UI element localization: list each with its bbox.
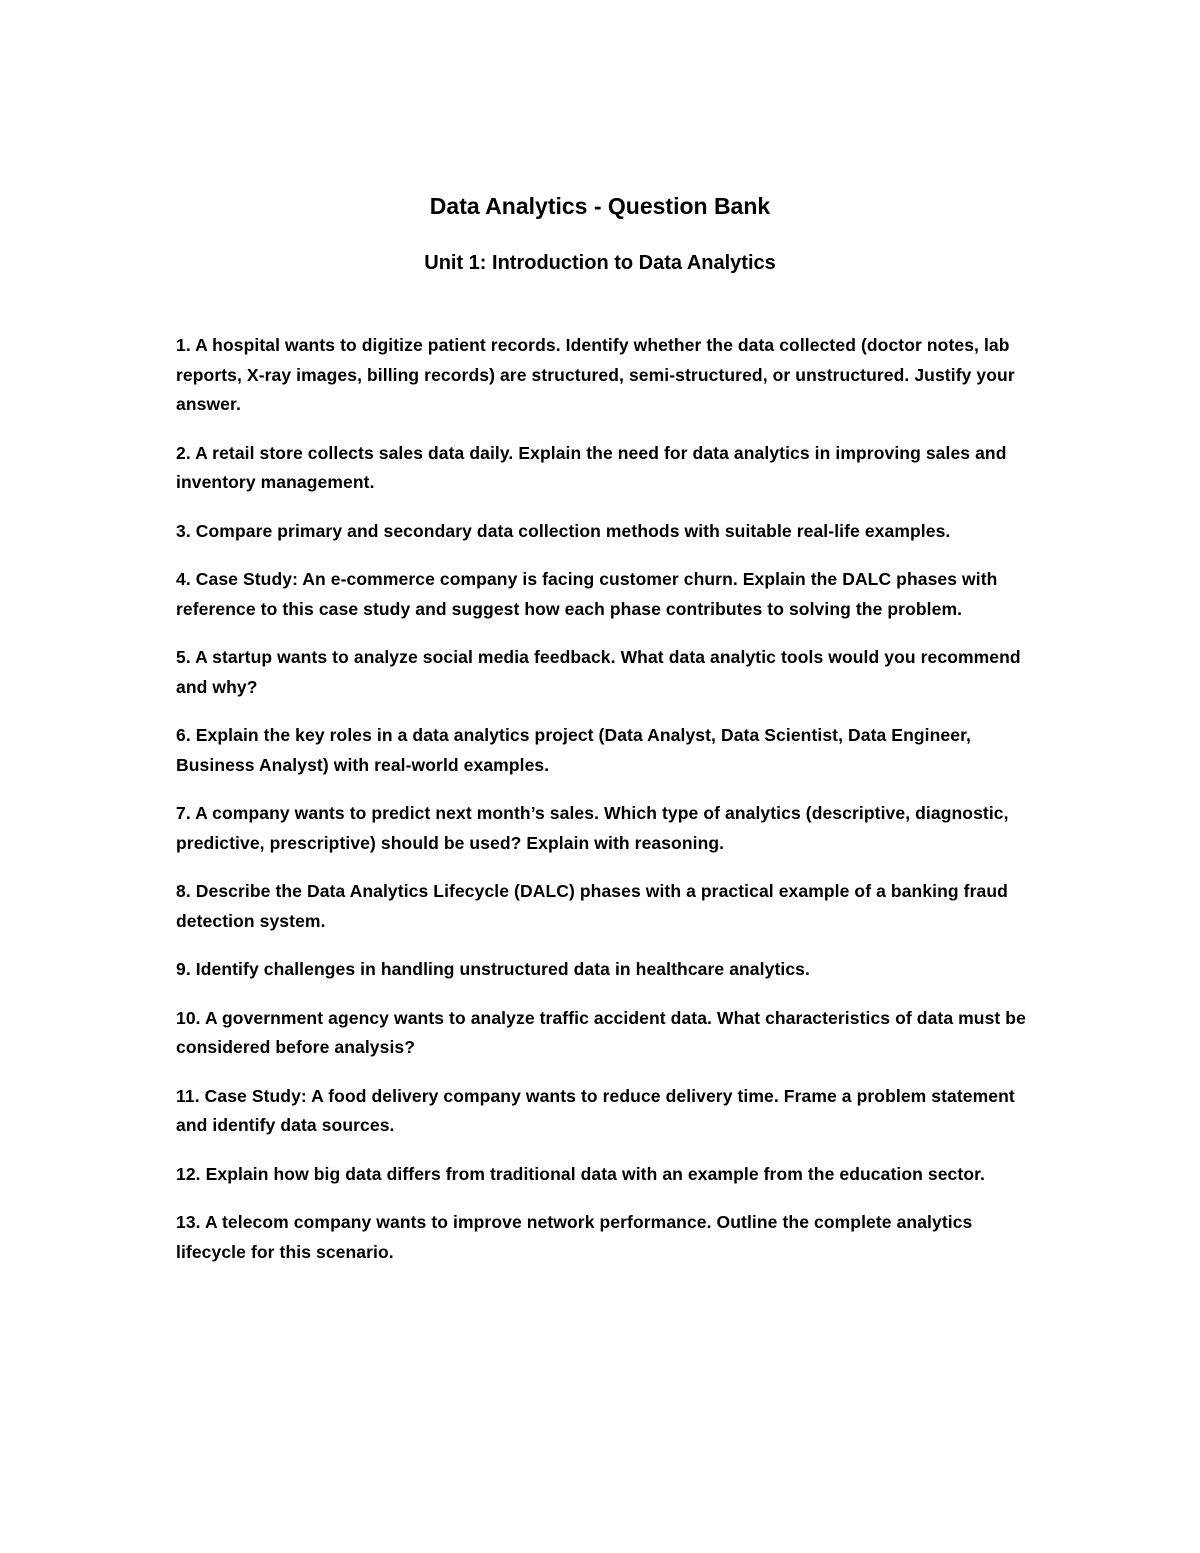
question-item: 9. Identify challenges in handling unstructured data in healthcare analytics. bbox=[176, 959, 810, 979]
question-item: 11. Case Study: A food delivery company wants to reduce delivery time. Frame a problem statement and identify data sources. bbox=[176, 1085, 1015, 1135]
question-item: 6. Explain the key roles in a data analytics project (Data Analyst, Data Scientist, Data Engineer, Business Analyst) with real-world examples. bbox=[176, 725, 971, 775]
question-item: 4. Case Study: An e-commerce company is facing customer churn. Explain the DALC phases with reference to this case study and suggest how each phase contributes to solving the problem. bbox=[176, 569, 998, 619]
question-item: 1. A hospital wants to digitize patient records. Identify whether the data collected (doctor notes, lab reports, X-ray images, billing records) are structured, semi-structured, or unstructured. Justify your answer. bbox=[176, 335, 1015, 414]
unit-heading: Unit 1: Introduction to Data Analytics bbox=[424, 252, 776, 274]
question-item: 12. Explain how big data differs from traditional data with an example from the education sector. bbox=[176, 1163, 986, 1184]
question-item: 2. A retail store collects sales data daily. Explain the need for data analytics in improving sales and inventory management. bbox=[176, 442, 1007, 492]
document-title: Data Analytics - Question Bank bbox=[429, 193, 771, 219]
question-item: 8. Describe the Data Analytics Lifecycle (DALC) phases with a practical example of a banking fraud detection system. bbox=[176, 881, 1008, 931]
question-item: 7. A company wants to predict next month’s sales. Which type of analytics (descriptive, diagnostic, predictive, prescriptive) should be used? Explain with reasoning. bbox=[176, 803, 1009, 853]
question-item: 13. A telecom company wants to improve network performance. Outline the complete analytics lifecycle for this scenario. bbox=[176, 1212, 973, 1262]
question-item: 5. A startup wants to analyze social media feedback. What data analytic tools would you recommend and why? bbox=[176, 647, 1021, 697]
question-item: 10. A government agency wants to analyze traffic accident data. What characteristics of data must be considered before analysis? bbox=[176, 1007, 1026, 1057]
question-item: 3. Compare primary and secondary data collection methods with suitable real-life examples. bbox=[176, 520, 951, 541]
question-list bbox=[176, 331, 1036, 1286]
